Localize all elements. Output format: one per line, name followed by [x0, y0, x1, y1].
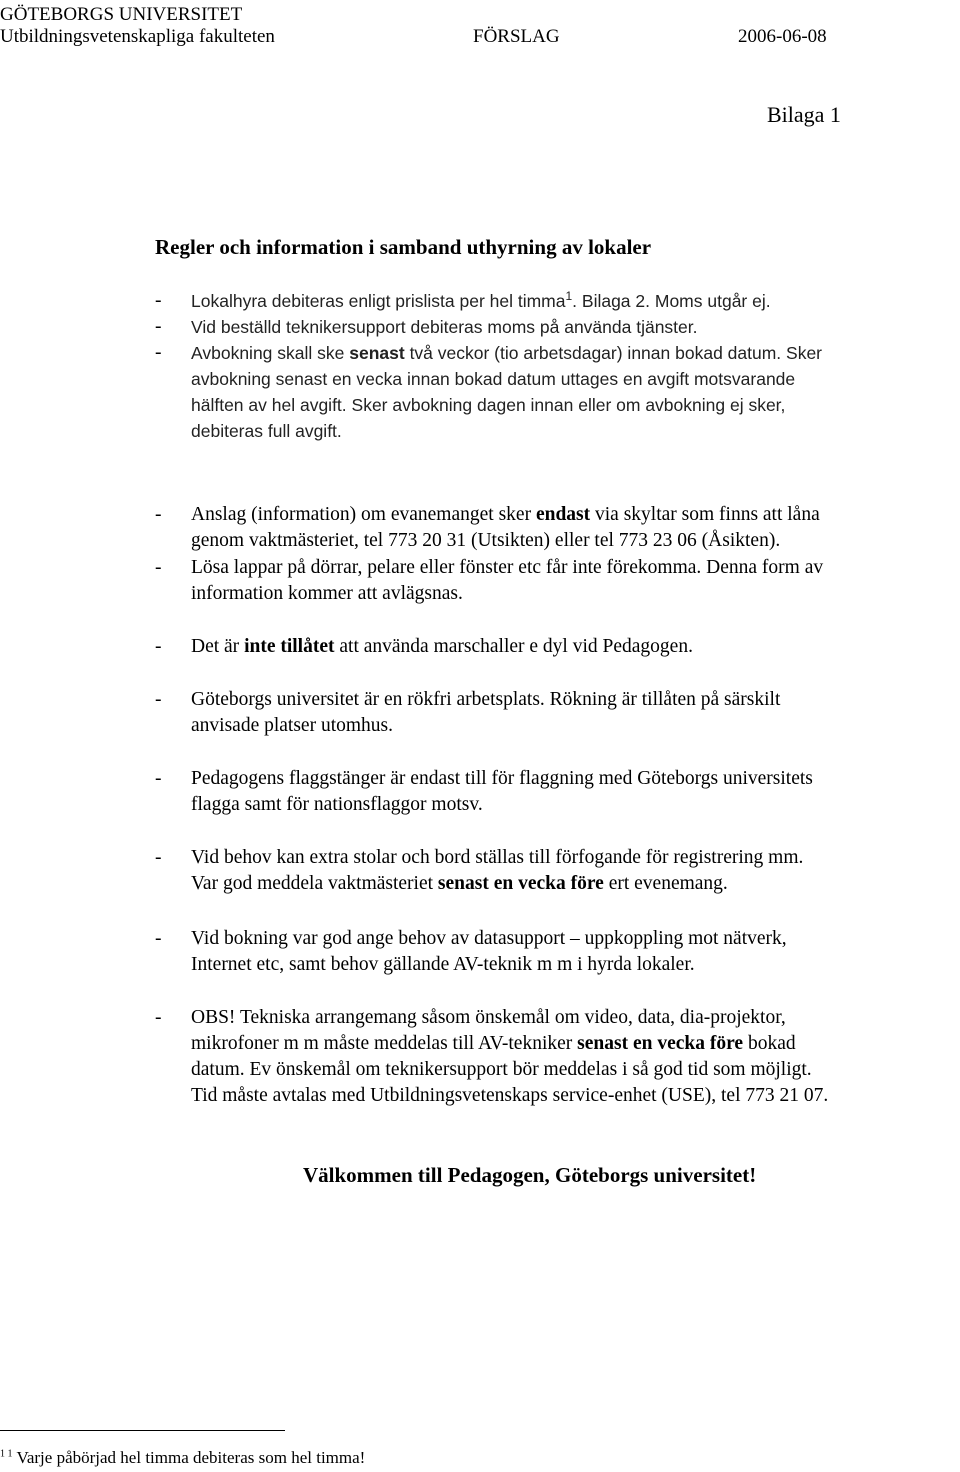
list-item-stolar — [155, 845, 955, 897]
footnote-marker: 1 1 — [0, 1448, 13, 1460]
welcome-message: Välkommen till Pedagogen, Göteborgs universitet! — [303, 1163, 757, 1187]
item-text: Lokalhyra debiteras enligt prislista per hel timma$^1$. Bilaga 2. Moms utgår ej. — [191, 289, 771, 311]
bullet-dash: - — [155, 847, 162, 868]
bullet-dash: - — [155, 1007, 162, 1028]
bullet-dash: - — [155, 342, 162, 363]
list-item-losa-lappar — [155, 555, 955, 607]
bullet-dash: - — [155, 316, 162, 337]
item-text: debiteras full avgift. — [191, 421, 342, 441]
bullet-dash: - — [155, 928, 162, 949]
header-university: GÖTEBORGS UNIVERSITET — [0, 4, 243, 25]
item-text: Tid måste avtalas med Utbildningsvetenskaps service-enhet (USE), tel 773 21 07. — [191, 1085, 829, 1106]
bullet-dash: - — [155, 290, 162, 311]
item-text: Lösa lappar på dörrar, pelare eller fönster etc får inte förekomma. Denna form av — [191, 557, 824, 578]
item-text: datum. Ev önskemål om teknikersupport bör meddelas i så god tid som möjligt. — [191, 1059, 812, 1080]
bullet-dash: - — [155, 768, 162, 789]
list-item-marschaller — [155, 634, 955, 660]
footnote-text: Varje påbörjad hel timma debiteras som hel timma! — [16, 1448, 366, 1467]
header-faculty: Utbildningsvetenskapliga fakulteten — [0, 26, 275, 47]
item-text: Vid bokning var god ange behov av datasupport – uppkoppling mot nätverk, — [191, 928, 787, 949]
item-text: Pedagogens flaggstänger är endast till för flaggning med Göteborgs universitets — [191, 768, 813, 789]
list-item-lokalhyra — [155, 288, 955, 314]
footnote — [0, 1448, 365, 1468]
attachment-label: Bilaga 1 — [767, 102, 841, 127]
list-item-rokfri — [155, 687, 955, 739]
item-text: Anslag (information) om evanemanget sker endast via skyltar som finns att låna — [191, 504, 820, 525]
item-text: OBS! Tekniska arrangemang såsom önskemål om video, data, dia-projektor, — [191, 1007, 786, 1028]
list-item-obs — [155, 1005, 955, 1109]
item-text: information kommer att avlägsnas. — [191, 583, 463, 604]
item-text: Avbokning skall ske senast två veckor (tio arbetsdagar) innan bokad datum. Sker — [191, 343, 823, 363]
item-text: hälften av hel avgift. Sker avbokning dagen innan eller om avbokning ej sker, — [191, 395, 786, 415]
list-item-flaggstanger — [155, 766, 955, 818]
item-text: anvisade platser utomhus. — [191, 715, 393, 736]
item-text: Var god meddela vaktmästeriet senast en vecka före ert evenemang. — [191, 873, 728, 894]
bullet-dash: - — [155, 689, 162, 710]
list-item-anslag — [155, 502, 955, 554]
item-text: Göteborgs universitet är en rökfri arbetsplats. Rökning är tillåten på särskilt — [191, 689, 781, 710]
item-text: Det är inte tillåtet att använda marschaller e dyl vid Pedagogen. — [191, 636, 693, 657]
item-text: Vid beställd teknikersupport debiteras moms på använda tjänster. — [191, 317, 698, 337]
item-text: mikrofoner m m måste meddelas till AV-tekniker senast en vecka före bokad — [191, 1033, 796, 1054]
item-text: Vid behov kan extra stolar och bord ställas till förfogande för registrering mm. — [191, 847, 804, 868]
bullet-dash: - — [155, 557, 162, 578]
list-item-moms — [155, 314, 955, 340]
item-text: genom vaktmästeriet, tel 773 20 31 (Utsikten) eller tel 773 23 06 (Åsikten). — [191, 530, 781, 551]
bullet-dash: - — [155, 504, 162, 525]
header-status: FÖRSLAG — [473, 26, 560, 47]
footnote-ref: 1 — [565, 289, 573, 304]
bullet-dash: - — [155, 636, 162, 657]
footnote-divider — [0, 1430, 285, 1431]
list-item-avbokning — [155, 340, 955, 444]
page-title: Regler och information i samband uthyrning av lokaler — [155, 235, 652, 259]
header-date: 2006-06-08 — [738, 26, 827, 47]
item-text: avbokning senast en vecka innan bokad datum uttages en avgift motsvarande — [191, 369, 796, 389]
item-text: Internet etc, samt behov gällande AV-teknik m m i hyrda lokaler. — [191, 954, 695, 975]
list-item-datasupport — [155, 926, 955, 978]
item-text: flagga samt för nationsflaggor motsv. — [191, 794, 483, 815]
